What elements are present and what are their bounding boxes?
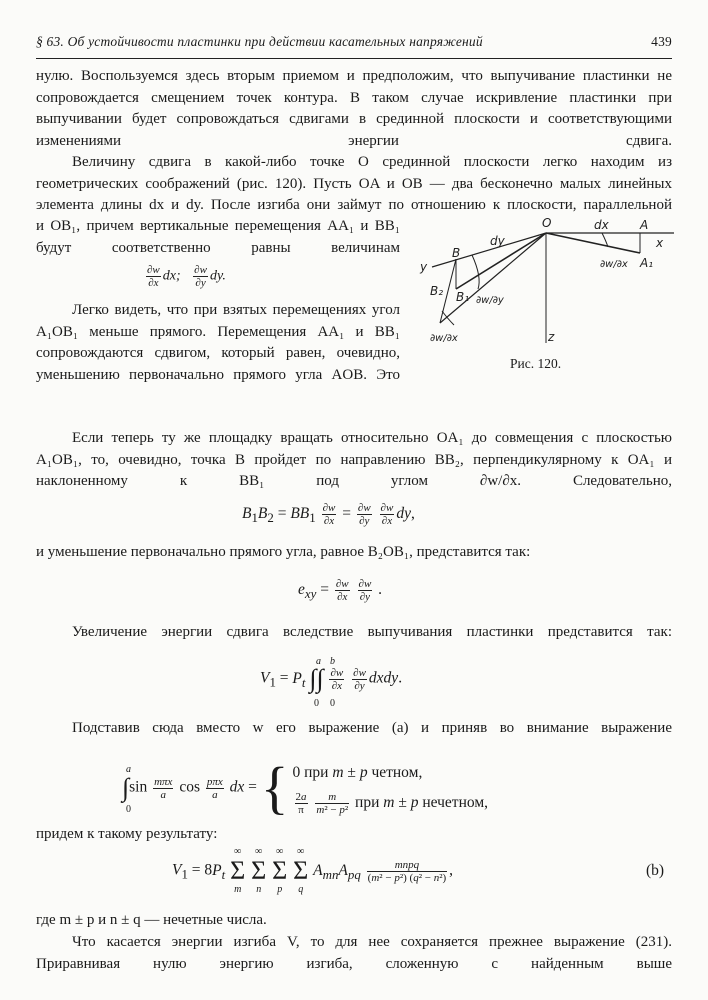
equation-v1-result: $V_1 = 8P_t$ ∞ Σ m ∞ Σ n ∞ Σ p ∞ Σ q $A_{mn}A_{pq}$ $\frac{\text{mnpq}}{\text{(m² − p²) (q² − n²)}}$ , xyxy=(172,846,454,895)
paragraph-9: где m ± p и n ± q — нечетные числа. xyxy=(36,912,267,928)
label-B1: B₁ xyxy=(456,290,470,304)
equation-b1b2: $B_1B_2 = BB_1$ $\frac{\partial w}{\partial x}$ = $\frac{\partial w}{\partial y}$ $\frac{\partial w}{\partial x}$ dy, xyxy=(242,502,415,527)
figure-120 xyxy=(412,215,682,355)
paragraph-2b: и OB₁, причем вертикальные перемещения AA₁ и BB₁ будут соответственно равны величинам xyxy=(36,218,400,256)
page-number: 439 xyxy=(651,34,672,49)
label-A1: A₁ xyxy=(640,256,654,270)
label-B: B xyxy=(452,246,461,260)
paragraph-1: нулю. Воспользуемся здесь вторым приемом и предположим, что выпучивание пластинки не сопровождается смещением точек контура. В таком случае искривление пластинки при выпучивании будет сопровождаться сдвигами в срединной плоскости и соответствующими изменениями энергии сдвига. xyxy=(36,68,672,149)
figure-caption: Рис. 120. xyxy=(510,356,562,371)
equation-integral: ∫sin $\frac{\text{mπx}}{a}$ cos $\frac{\text{pπx}}{a}$ dx = { 0 при m ± p четном, $\frac{2a}{\pi}$ $\frac{m}{\text{m² − p²}}$ при m ± p нечетном, a 0 xyxy=(122,755,489,820)
label-y: y xyxy=(420,260,428,274)
label-dwdx-2: ∂w/∂x xyxy=(430,333,458,344)
paragraph-4: Если теперь ту же площадку вращать относительно OA₁ до совмещения с плоскостью A₁OB₁, то, очевидно, точка B пройдет по направлению BB₂, перпендикулярному к OA₁ и наклоненному к BB₁ под углом ∂w/∂x. Следовательно, xyxy=(36,430,672,489)
running-header xyxy=(36,34,672,50)
label-dy: dy xyxy=(490,234,505,248)
paragraph-3b xyxy=(36,386,672,430)
equation-label-b: (b) xyxy=(646,862,665,879)
label-dx: dx xyxy=(594,218,609,232)
equation-displacements: $\frac{\partial w}{\partial x}$ dx; $\frac{\partial w}{\partial y}$ dy. xyxy=(147,264,226,289)
label-A: A xyxy=(640,218,649,232)
equation-exy: $e_{xy}$ = $\frac{\partial w}{\partial x}$ $\frac{\partial w}{\partial y}$ . xyxy=(298,578,383,603)
header-title: § 63. Об устойчивости пластинки при действии касательных напряжений xyxy=(36,34,483,49)
paragraph-3a: Легко видеть, что при взятых перемещениях угол A₁OB₁ меньше прямого. Перемещения AA₁ и BB₁ сопровождаются сдвигом, который равен, очевидно, уменьшению первоначально прямого угла AOB. Это xyxy=(36,302,400,383)
paragraph-10: Что касается энергии изгиба V, то для нее сохраняется прежнее выражение (231). Приравнивая нулю энергию изгиба, сложенную с найденным выше xyxy=(36,934,672,972)
label-O: O xyxy=(542,216,552,230)
label-x: x xyxy=(656,236,664,250)
paragraph-5: и уменьшение первоначально прямого угла, равное B₂OB₁, представится так: xyxy=(36,544,531,560)
paragraph-7: Подставив сюда вместо w его выражение (a) и приняв во внимание выражение xyxy=(72,720,672,736)
equation-v1: $V_1 = P_t$ ∫∫ $\frac{\partial w}{\partial x}$ $\frac{\partial w}{\partial y}$ dxdy. a b 0 0 xyxy=(260,656,403,709)
paragraph-6: Увеличение энергии сдвига вследствие выпучивания пластинки представится так: xyxy=(72,624,672,640)
label-B2: B₂ xyxy=(430,284,444,298)
label-dwdx: ∂w/∂x xyxy=(600,259,628,270)
label-dwdy: ∂w/∂y xyxy=(476,295,504,306)
paragraph-8: придем к такому результату: xyxy=(36,826,218,842)
header-rule xyxy=(36,58,672,59)
label-z: z xyxy=(548,330,555,344)
paragraph-2: Величину сдвига в какой-либо точке O срединной плоскости легко находим из геометрических соображений (рис. 120). Пусть OA и OB — два бесконечно малых линейных элемента длины dx и dy. После изгиба они займут по отношению к плоскости, параллельной xyxy=(36,154,672,213)
